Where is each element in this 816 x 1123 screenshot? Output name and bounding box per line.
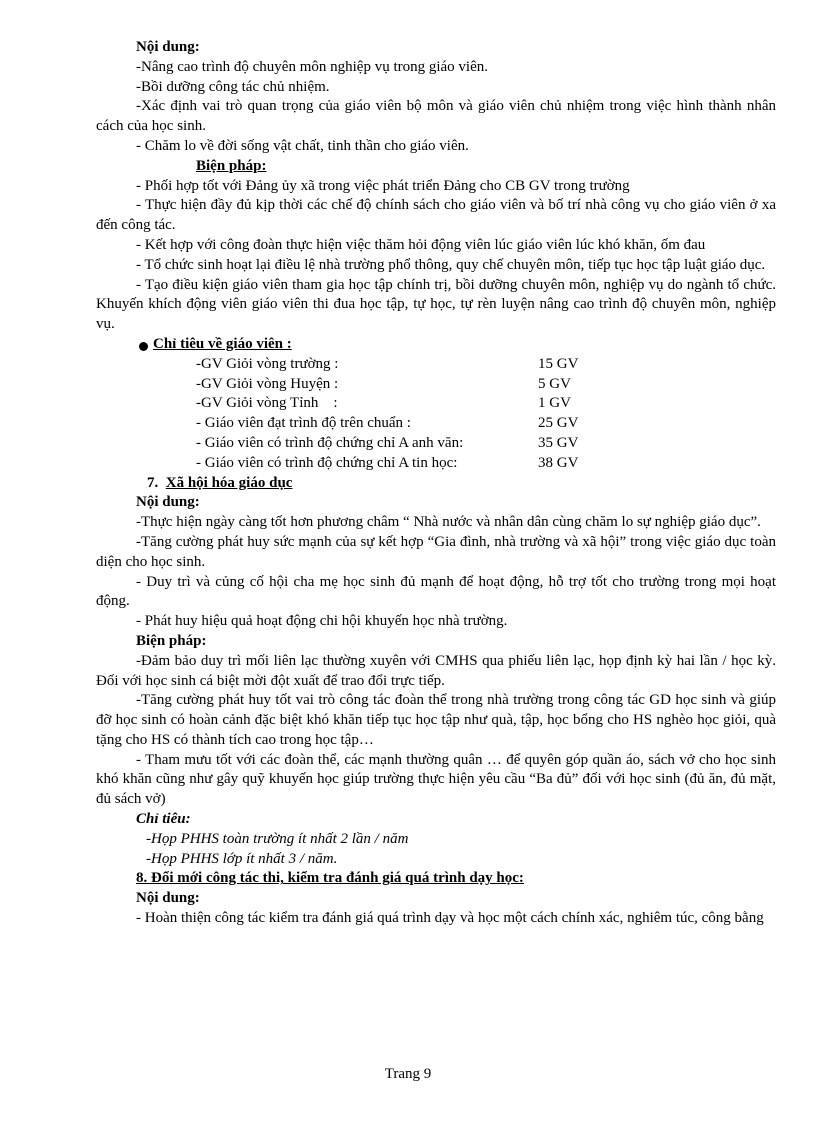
section-7-content-item: -Thực hiện ngày càng tốt hơn phương châm “ Nhà nước và nhân dân cùng chăm lo sự nghiệp giáo dục”. xyxy=(136,514,761,531)
target-row: - Giáo viên có trình độ chứng chỉ A anh văn: 35 GV xyxy=(196,434,579,451)
measure-item: - Thực hiện đầy đủ kịp thời các chế độ chính sách cho giáo viên và bố trí nhà công vụ cho giáo viên ở xa đến công tác. xyxy=(96,197,776,234)
section-7-measure-item: -Đảm bảo duy trì mối liên lạc thường xuyên với CMHS qua phiếu liên lạc, họp định kỳ hai lần / học kỳ. Đối với học sinh cá biệt mời đột xuất để trao đổi trực tiếp. xyxy=(96,652,776,689)
page-number: Trang 9 xyxy=(384,1066,432,1082)
section-7-content-item: - Phát huy hiệu quả hoạt động chi hội khuyến học nhà trường. xyxy=(136,613,508,630)
section-7-title: 7. Xã hội hóa giáo dục xyxy=(147,474,293,491)
content-item: -Xác định vai trò quan trọng của giáo viên bộ môn và giáo viên chủ nhiệm trong việc hình thành nhân cách của học sinh. xyxy=(96,98,776,135)
measure-item: - Phối hợp tốt với Đảng ủy xã trong việc phát triển Đảng cho CB GV trong trường xyxy=(136,177,630,194)
content-item: -Bồi dưỡng công tác chủ nhiệm. xyxy=(136,78,330,95)
measures-heading: Biện pháp: xyxy=(196,157,267,174)
section-7-content-item: -Tăng cường phát huy sức mạnh của sự kết hợp “Gia đình, nhà trường và xã hội” trong việc giáo dục toàn diện cho học sinh. xyxy=(96,533,776,570)
content-heading: Nội dung: xyxy=(136,39,200,55)
section-8-content-item: - Hoàn thiện công tác kiểm tra đánh giá quá trình dạy và học một cách chính xác, nghiêm túc, công bằng xyxy=(136,910,764,927)
target-row: -GV Giỏi vòng Tỉnh : 1 GV xyxy=(196,395,571,412)
section-7-target-item: -Họp PHHS toàn trường ít nhất 2 lần / năm xyxy=(146,830,409,847)
section-7-target-item: -Họp PHHS lớp ít nhất 3 / năm. xyxy=(146,850,338,867)
content-item: - Chăm lo về đời sống vật chất, tinh thần cho giáo viên. xyxy=(136,137,469,154)
section-7-content-heading: Nội dung: xyxy=(136,494,200,511)
document-page xyxy=(96,38,776,929)
measure-item: - Tổ chức sinh hoạt lại điều lệ nhà trường phổ thông, quy chế chuyên môn, tiếp tục học tập luật giáo dục. xyxy=(136,256,766,273)
target-row: - Giáo viên đạt trình độ trên chuẩn : 25 GV xyxy=(196,415,579,432)
teacher-targets-heading: Chỉ tiêu về giáo viên : xyxy=(96,335,776,355)
section-7-measures-heading: Biện pháp: xyxy=(136,632,207,649)
section-7-measure-item: -Tăng cường phát huy tốt vai trò công tác đoàn thể trong nhà trường trong công tác GD học sinh và giúp đỡ học sinh có hoàn cảnh đặc biệt khó khăn tiếp tục học tập như quà, tập, học bổng cho HS nghèo học giỏi, quà tặng cho HS có thành tích cao trong học tập… xyxy=(96,692,776,748)
content-item: -Nâng cao trình độ chuyên môn nghiệp vụ trong giáo viên. xyxy=(136,58,489,75)
section-7-content-item: - Duy trì và củng cố hội cha mẹ học sinh đủ mạnh để hoạt động, hỗ trợ tốt cho trường trong mọi hoạt động. xyxy=(96,573,776,610)
target-row: -GV Giỏi vòng trường : 15 GV xyxy=(196,355,579,372)
teacher-targets-table xyxy=(196,355,578,474)
section-7-measure-item: - Tham mưu tốt với các đoàn thể, các mạnh thường quân … để quyên góp quần áo, sách vở cho học sinh khó khăn cũng như gây quỹ khuyến học giúp trường thực hiện yêu cầu “Ba đủ” đối với học sinh (đủ ăn, đủ mặt, đủ sách vở) xyxy=(96,751,776,808)
section-8-content-heading: Nội dung: xyxy=(136,890,200,907)
measure-item: - Tạo điều kiện giáo viên tham gia học tập chính trị, bồi dưỡng chuyên môn, nghiệp vụ do ngành tổ chức. Khuyến khích động viên giáo viên thi đua học tập, tự học, tự rèn luyện nâng cao trình độ chuyên môn, nghiệp vụ. xyxy=(96,276,776,333)
section-8-title: 8. Đổi mới công tác thi, kiểm tra đánh giá quá trình dạy học: xyxy=(136,870,524,887)
target-row: -GV Giỏi vòng Huyện : 5 GV xyxy=(196,375,571,392)
section-7-targets-heading: Chỉ tiêu: xyxy=(136,811,191,828)
measure-item: - Kết hợp với công đoàn thực hiện việc thăm hỏi động viên lúc giáo viên lúc khó khăn, ốm đau xyxy=(136,236,706,253)
target-row: - Giáo viên có trình độ chứng chỉ A tin học: 38 GV xyxy=(196,454,579,471)
bullet-icon xyxy=(139,342,148,351)
